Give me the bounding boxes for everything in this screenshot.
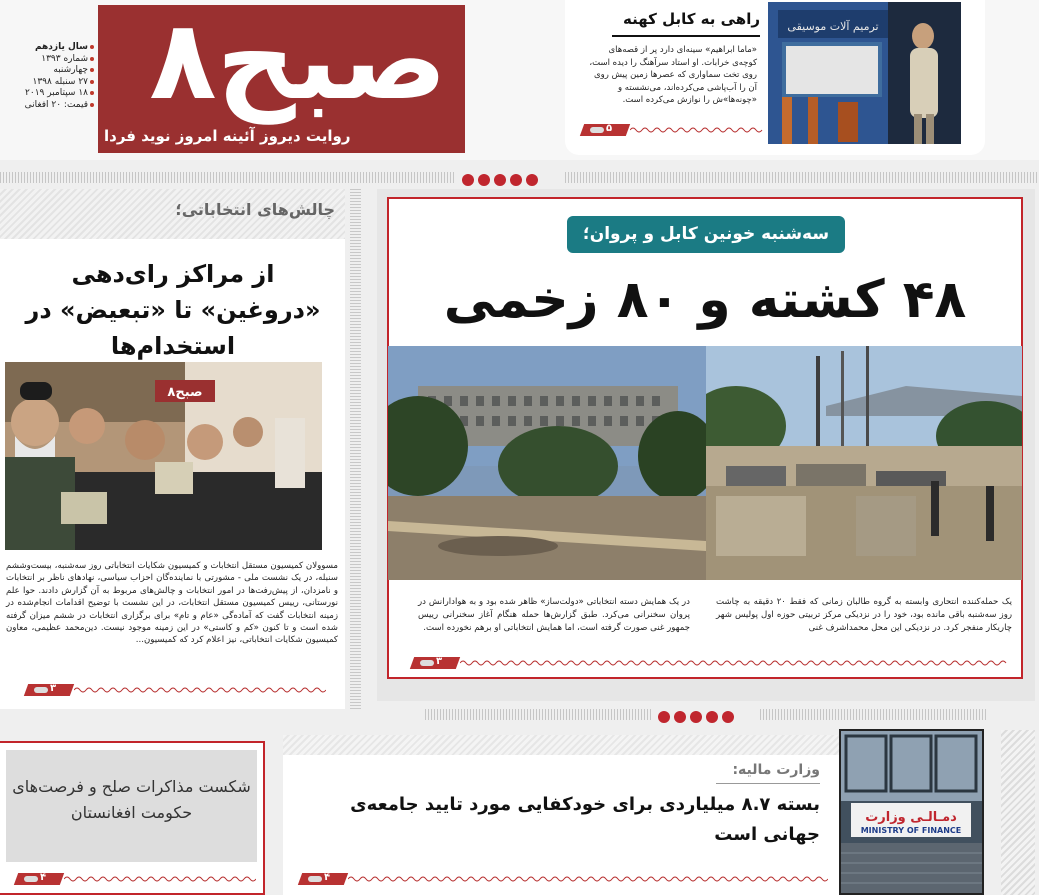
feature-wavy-line — [460, 657, 1010, 669]
column-divider — [350, 189, 361, 709]
teaser-title-underline — [612, 35, 760, 37]
issue-date-solar: ۲۷ سنبله ۱۳۹۸ — [8, 77, 94, 89]
teaser-wavy-line — [630, 124, 765, 136]
finance-page-tag[interactable] — [300, 873, 348, 885]
sign-text-en: MINISTRY OF FINANCE — [860, 826, 962, 835]
feature-kicker: سه‌شنبه خونین کابل و پروان؛ — [567, 216, 845, 253]
voters-photo[interactable] — [5, 362, 322, 550]
divider2-hatch-right — [760, 709, 986, 720]
left-story-headline[interactable]: از مراکز رای‌دهی «دروغین» تا «تبعیض» در استخدام‌ها — [25, 260, 321, 360]
divider-hatch-right — [565, 172, 1039, 183]
issue-weekday: چهارشنبه — [8, 65, 94, 77]
right-hatch-band — [1001, 730, 1035, 895]
finance-story-headline[interactable]: بسته ۸.۷ میلیاردی برای خودکفایی مورد تایید جامعه‌ی جهانی است — [350, 794, 820, 845]
issue-number: شماره ۱۳۹۳ — [8, 54, 94, 66]
promo-page-tag[interactable] — [16, 873, 64, 885]
feature-headline[interactable]: ۴۸ کشته و ۸۰ زخمی — [443, 270, 967, 330]
finance-story-kicker: وزارت مالیه: — [732, 762, 820, 778]
divider-dots — [460, 171, 540, 190]
divider2-dots — [656, 708, 736, 727]
feature-text-left: در یک همایش دسته انتخاباتی «دولت‌ساز» ظاهر شده بود و به هوادارانش در پروان سخنرانی می‌کرد. طبق گزارش‌ها حمله هنگام آغاز سخنرانی رییس جمهور غنی صورت گرفته است، اما همایش انتخاباتی او برهم نخورده است. — [418, 597, 690, 633]
teaser-photo[interactable] — [768, 2, 961, 144]
left-story-body: مسوولان کمیسیون مستقل انتخابات و کمیسیون شکایات انتخاباتی روز سه‌شنبه، بیست‌وششم سنبله، در یک نشست ملی - مشورتی با نماینده‌گان احزاب سیاسی، نهادهای ناظر بر انتخابات و نامزدان، از پیش‌رفت‌ها در امور انتخابات و چالش‌های مربوط به آن گزارش دادند. حوا علم نورستانی، رییس کمیسیون مستقل انتخابات، در این نشست با توضیح اقدامات انجام‌شده در زمینه انتخابات گفت که آماده‌گی «عام و تام» برای برگزاری انتخابات در ششم میزان گرفته شده است و تا کنون «کم و کاستی» در این زمینه موجود نیست. دین‌محمد عظیمی، معاون کمیسیون شکایات انتخاباتی، نیز اعلام کرد که کمیسیون... — [6, 561, 338, 646]
teaser-body: «ماما ابراهیم» سینه‌ای دارد پر از قصه‌های کوچه‌ی خرابات. او استاد سرآهنگ را دیده است، روی تخت سماواری که عصرها زمین پیش روی آن را آب‌پاشی می‌کرده‌اند، می‌نشسته و «چونه‌ها»ش را نوازش می‌کرده است. — [589, 45, 757, 105]
left-story-kicker: چالش‌های انتخاباتی؛ — [175, 200, 335, 219]
finance-kicker-band — [283, 735, 843, 755]
newspaper-logo[interactable] — [98, 5, 465, 153]
teaser-page-number: ۵ — [606, 123, 613, 134]
left-page-number: ۳ — [50, 683, 57, 694]
finance-kicker-underline — [716, 783, 820, 784]
logo-tagline: روایت دیروز آئینه امروز نوید فردا — [104, 127, 351, 145]
feature-page-tag[interactable] — [412, 657, 460, 669]
blast-site-photo-left[interactable] — [388, 346, 706, 580]
promo-text[interactable]: شکست مذاکرات صلح و فرصت‌های حکومت افغانستان — [12, 777, 251, 822]
divider2-hatch-left — [425, 709, 653, 720]
issue-year: سال یازدهم — [8, 42, 94, 54]
issue-info — [8, 42, 94, 111]
finance-page-number: ۴ — [324, 872, 331, 883]
left-wavy-line — [74, 684, 326, 696]
issue-date-gregorian: ۱۸ سپتامبر ۲۰۱۹ — [8, 88, 94, 100]
left-page-tag[interactable] — [26, 684, 74, 696]
teaser-page-tag[interactable] — [582, 124, 630, 136]
divider-hatch-left — [0, 172, 455, 183]
teaser-title[interactable]: راهی به کابل کهنه — [623, 10, 760, 28]
feature-text-right: یک حمله‌کننده انتحاری وابسته به گروه طالبان زمانی که فقط ۲۰ دقیقه به چاشت روز سه‌شنبه باقی مانده بود، خود را در نزدیکی مرکز تربیتی حوزه اول پولیس شهر چاریکار منفجر کرد. در نزدیکی این محل محمداشرف غنی — [716, 597, 1012, 633]
finance-wavy-line — [348, 873, 828, 885]
issue-price: قیمت: ۲۰ افغانی — [8, 100, 94, 112]
promo-page-number: ۴ — [40, 872, 47, 883]
ministry-photo[interactable] — [839, 729, 984, 895]
photo-badge-text: ۸صبح — [167, 385, 203, 400]
blast-site-photo-right[interactable] — [706, 346, 1022, 580]
feature-page-number: ۳ — [436, 656, 443, 667]
promo-wavy-line — [64, 873, 256, 885]
sign-text-fa: دمـالـی وزارت — [865, 810, 957, 825]
shop-sign-text: ترمیم آلات موسیقی — [787, 20, 879, 33]
logo-text: ۸صبح — [149, 5, 447, 124]
